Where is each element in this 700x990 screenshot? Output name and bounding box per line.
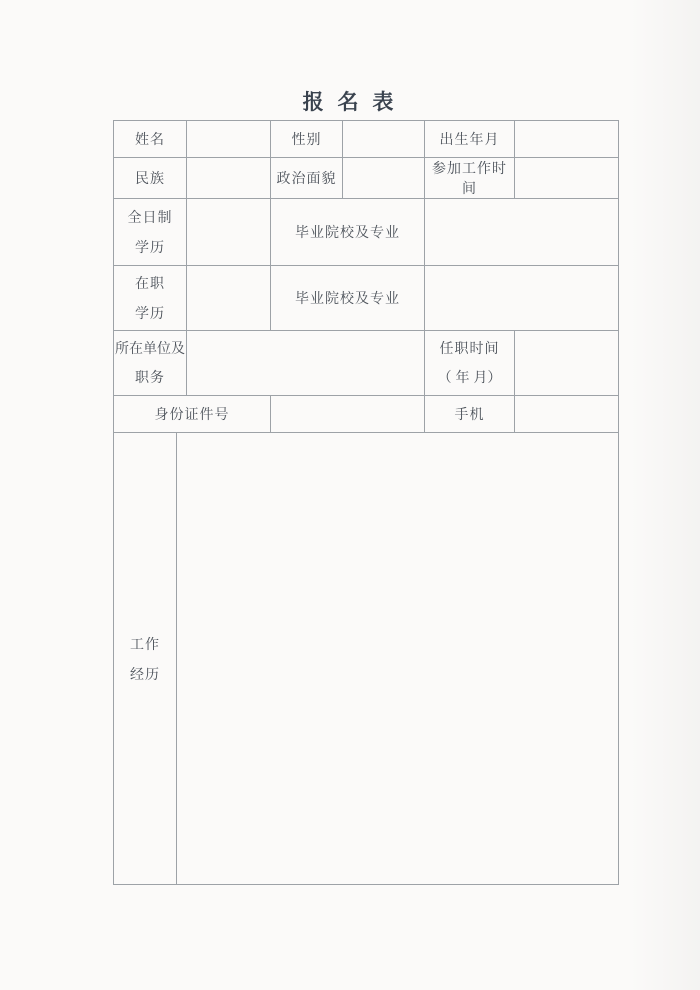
row-ethnicity-political-workstart: [114, 158, 619, 199]
work-start-date-value-cell: [515, 158, 619, 199]
work-experience-label-line2: 经历: [130, 665, 160, 682]
political-status-label: 政治面貌: [271, 158, 343, 199]
work-experience-label-line1: 工作: [130, 635, 160, 652]
name-label: 姓名: [114, 121, 187, 158]
registration-form-table: [113, 120, 619, 885]
employer-position-label: [114, 331, 187, 396]
gender-label: 性别: [271, 121, 343, 158]
name-value-cell: [187, 121, 271, 158]
tenure-label-line2: （ 年 月）: [437, 369, 502, 385]
onjob-education-label-line1: 在职: [135, 275, 165, 291]
row-employer-tenure: [114, 331, 619, 396]
fulltime-education-label: [114, 199, 187, 266]
fulltime-education-label-line2: 学历: [135, 239, 165, 255]
work-experience-label: [114, 433, 177, 885]
employer-position-label-line2: 职务: [135, 369, 165, 385]
onjob-education-label-line2: 学历: [135, 305, 165, 321]
row-work-experience: [114, 433, 619, 885]
political-status-value-cell: [343, 158, 425, 199]
fulltime-education-value-cell: [187, 199, 271, 266]
row-name-gender-birth: [114, 121, 619, 158]
gender-value-cell: [343, 121, 425, 158]
onjob-education-label: [114, 266, 187, 331]
page-title: 报 名 表: [302, 91, 398, 114]
row-onjob-education: [114, 266, 619, 331]
id-number-value-cell: [271, 396, 425, 433]
tenure-label-line1: 任职时间: [439, 340, 500, 356]
fulltime-school-major-label: 毕业院校及专业: [271, 199, 425, 266]
work-experience-value-cell: [177, 433, 619, 885]
employer-position-value-cell: [187, 331, 425, 396]
onjob-education-value-cell: [187, 266, 271, 331]
mobile-label: 手机: [425, 396, 515, 433]
row-fulltime-education: [114, 199, 619, 266]
fulltime-education-label-line1: 全日制: [127, 209, 173, 225]
onjob-school-major-value-cell: [425, 266, 619, 331]
employer-position-label-line1: 所在单位及: [115, 340, 185, 356]
scan-edge-shading: [630, 0, 700, 990]
fulltime-school-major-value-cell: [425, 199, 619, 266]
birth-date-label: 出生年月: [425, 121, 515, 158]
work-start-date-label: 参加工作时间: [425, 158, 515, 199]
tenure-value-cell: [515, 331, 619, 396]
birth-date-value-cell: [515, 121, 619, 158]
onjob-school-major-label: 毕业院校及专业: [271, 266, 425, 331]
ethnicity-label: 民族: [114, 158, 187, 199]
tenure-label: [425, 331, 515, 396]
id-number-label: 身份证件号: [114, 396, 271, 433]
row-id-mobile: [114, 396, 619, 433]
mobile-value-cell: [515, 396, 619, 433]
ethnicity-value-cell: [187, 158, 271, 199]
